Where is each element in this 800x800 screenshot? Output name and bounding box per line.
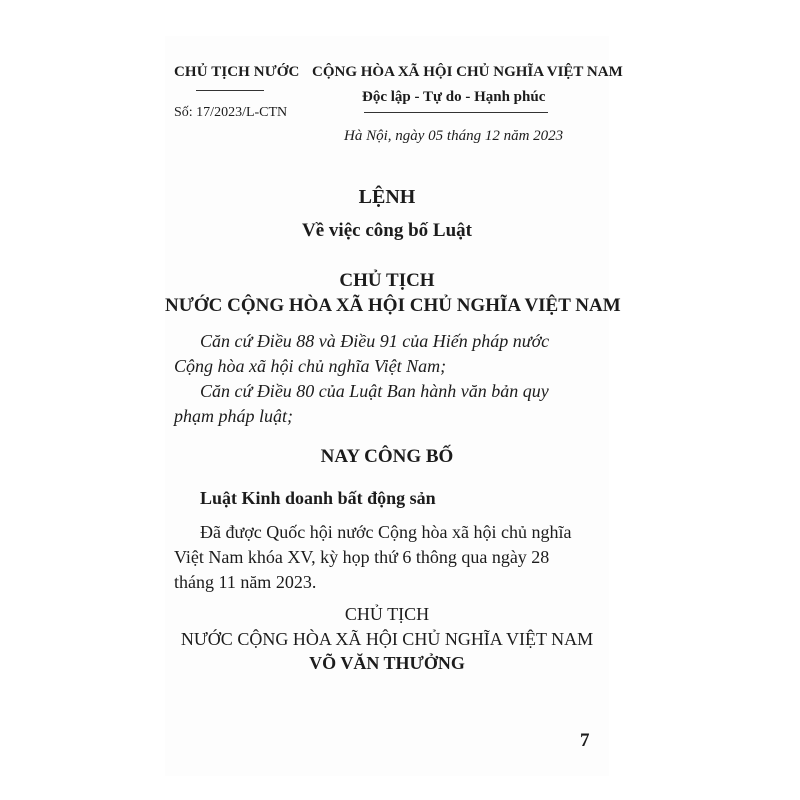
authority-organization: NƯỚC CỘNG HÒA XÃ HỘI CHỦ NGHĨA VIỆT NAM: [165, 295, 621, 316]
document-number: Số: 17/2023/L-CTN: [174, 105, 288, 120]
law-name: Luật Kinh doanh bất động sản: [200, 488, 436, 508]
legal-basis-line: Cộng hòa xã hội chủ nghĩa Việt Nam;: [174, 356, 447, 376]
national-motto: Độc lập - Tự do - Hạnh phúc: [362, 89, 546, 105]
passage-line: Đã được Quốc hội nước Cộng hòa xã hội chủ nghĩa: [200, 522, 572, 542]
motto-underline: [364, 112, 548, 113]
document-type: LỆNH: [358, 186, 416, 208]
issuer-underline: [196, 90, 264, 91]
promulgation-heading: NAY CÔNG BỐ: [320, 446, 454, 467]
issuer-label: CHỦ TỊCH NƯỚC: [174, 64, 300, 80]
nation-name: CỘNG HÒA XÃ HỘI CHỦ NGHĨA VIỆT NAM: [312, 64, 623, 80]
signatory-name: VÕ VĂN THƯỞNG: [309, 653, 465, 673]
page-number: 7: [580, 730, 590, 751]
legal-basis-line: Căn cứ Điều 88 và Điều 91 của Hiến pháp nước: [200, 331, 550, 351]
passage-line: tháng 11 năm 2023.: [174, 572, 317, 592]
legal-basis-line: Căn cứ Điều 80 của Luật Ban hành văn bản quy: [200, 381, 549, 401]
authority-title: CHỦ TỊCH: [339, 270, 435, 291]
signatory-title: CHỦ TỊCH: [344, 604, 430, 624]
legal-basis-line: phạm pháp luật;: [174, 406, 293, 426]
place-and-date: Hà Nội, ngày 05 tháng 12 năm 2023: [344, 128, 564, 144]
signatory-organization: NƯỚC CỘNG HÒA XÃ HỘI CHỦ NGHĨA VIỆT NAM: [180, 629, 594, 649]
passage-line: Việt Nam khóa XV, kỳ họp thứ 6 thông qua ngày 28: [174, 547, 550, 567]
document-subject: Về việc công bố Luật: [302, 220, 472, 241]
